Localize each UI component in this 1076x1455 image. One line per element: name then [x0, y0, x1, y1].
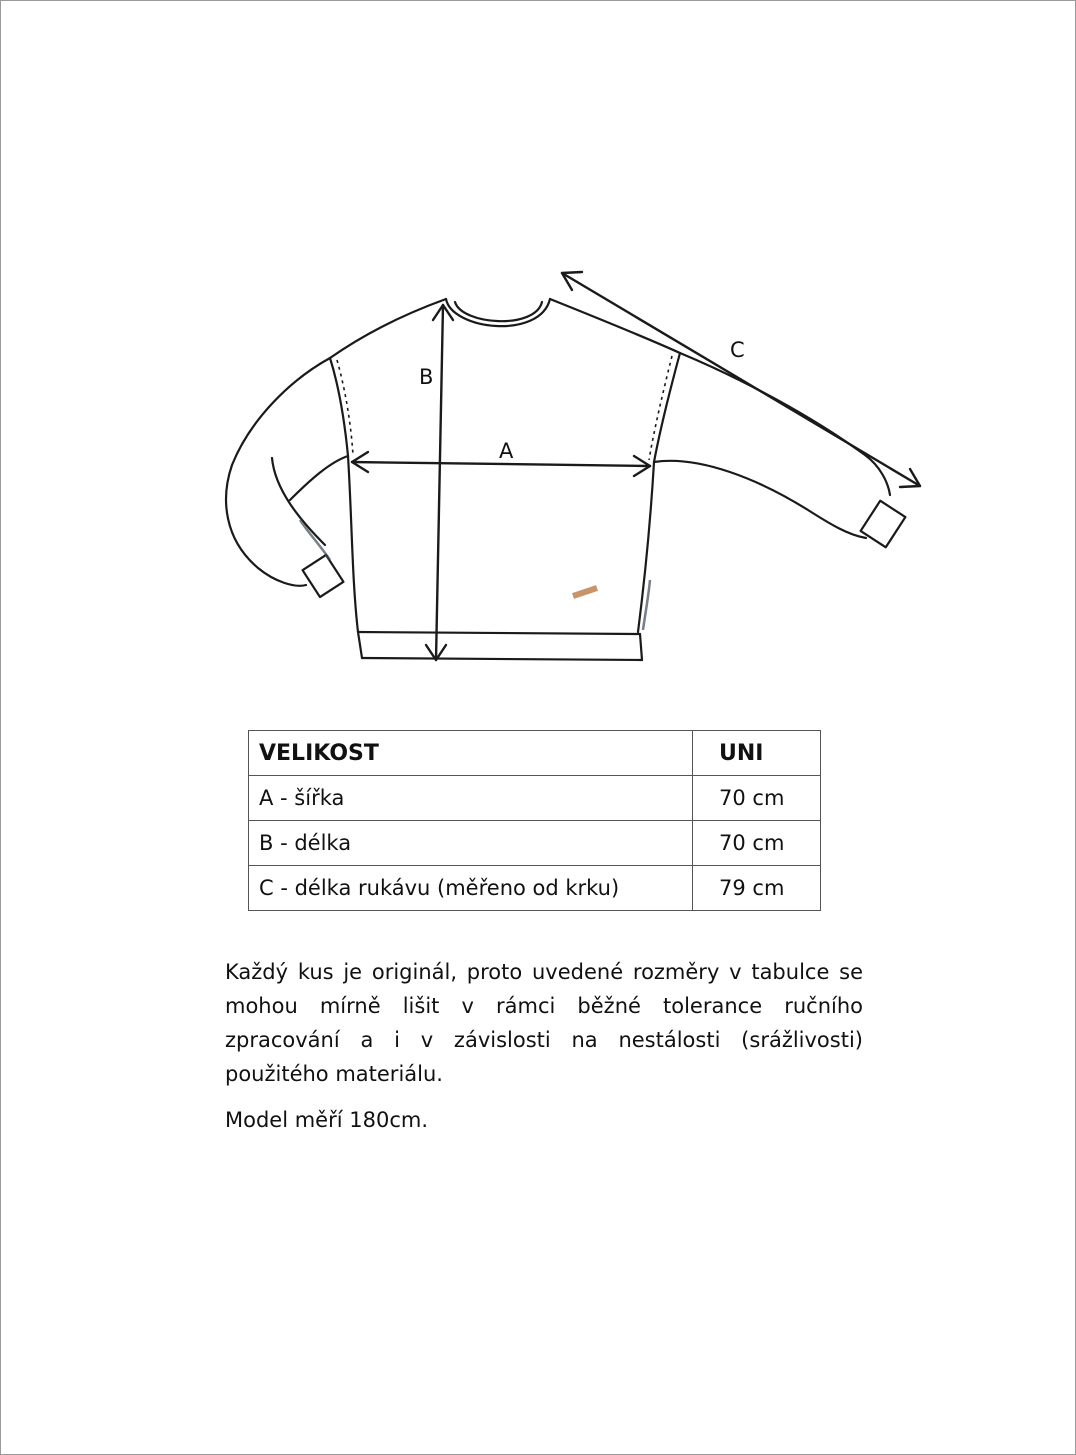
body-left-side — [348, 456, 358, 632]
hem-top — [358, 632, 640, 634]
row-label: B - délka — [249, 821, 693, 866]
left-sleeve-inner — [290, 456, 348, 500]
table-row — [249, 866, 821, 911]
left-sleeve-fold — [272, 458, 325, 545]
table-header-row — [249, 731, 821, 776]
row-label: C - délka rukávu (měřeno od krku) — [249, 866, 693, 911]
right-seam — [654, 353, 680, 462]
tolerance-note: Každý kus je originál, proto uvedené rozměry v tabulce se mohou mírně lišit v rámci běžné tolerance ručního zpracování a i v závislosti na nestálosti (srážlivosti) použitého materiálu. — [225, 960, 863, 1086]
brand-tag — [573, 588, 597, 596]
right-sleeve-outer — [680, 353, 890, 495]
left-shoulder — [330, 299, 446, 358]
left-cuff — [303, 555, 344, 597]
left-shade — [300, 520, 330, 560]
right-seam-stitch — [649, 356, 672, 460]
row-value: 70 cm — [693, 776, 821, 821]
arrow-c-line — [562, 273, 920, 486]
arrow-b-line — [436, 305, 443, 660]
sweater-diagram — [200, 250, 960, 690]
label-c: C — [730, 338, 745, 362]
right-sleeve-inner — [654, 461, 866, 538]
row-value: 70 cm — [693, 821, 821, 866]
collar-inner — [455, 302, 542, 321]
row-value: 79 cm — [693, 866, 821, 911]
label-b: B — [419, 365, 434, 389]
left-seam — [330, 358, 348, 456]
left-seam-stitch — [337, 360, 353, 455]
model-height-note: Model měří 180cm. — [225, 1108, 429, 1132]
header-label: VELIKOST — [249, 731, 693, 776]
table-row — [249, 776, 821, 821]
header-value: UNI — [693, 731, 821, 776]
hem-bottom — [362, 658, 642, 660]
right-cuff — [861, 501, 906, 548]
hem-left — [358, 632, 362, 658]
row-label: A - šířka — [249, 776, 693, 821]
label-a: A — [499, 439, 514, 463]
right-shoulder — [550, 299, 680, 353]
left-sleeve-outer — [226, 358, 330, 586]
table-row — [249, 821, 821, 866]
hem-right — [640, 634, 642, 660]
size-table — [248, 730, 821, 911]
